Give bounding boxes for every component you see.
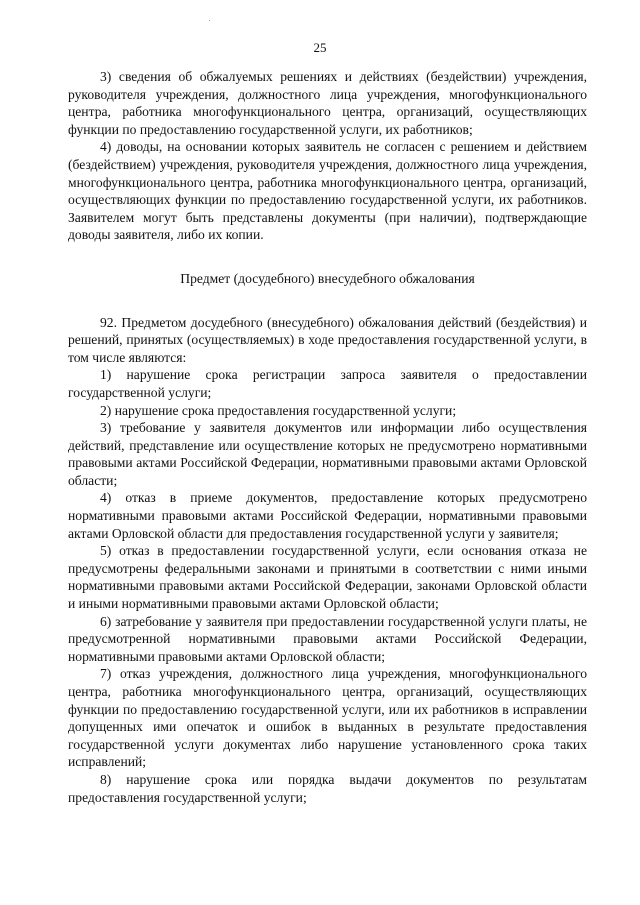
section-heading: Предмет (досудебного) внесудебного обжалования (180, 270, 475, 286)
paragraph-item-4: 4) доводы, на основании которых заявитель не согласен с решением и действием (бездействием) учреждения, руководителя учреждения, должностного лица учреждения, многофункционального центра, работника многофункционального центра, организаций, осуществляющих функции по предоставлению государственной услуги, их работников. Заявителем могут быть представлены документы (при наличии), подтверждающие доводы заявителя, либо их копии. (68, 139, 587, 243)
list-item-4: 4) отказ в приеме документов, предоставление которых предусмотрено нормативными правовыми актами Российской Федерации, нормативными правовыми актами Орловской области для предоставления государственной услуги у заявителя; (68, 490, 587, 541)
paragraph-item-3: 3) сведения об обжалуемых решениях и действиях (бездействии) учреждения, руководителя учреждения, должностного лица учреждения, многофункционального центра, работника многофункционального центра, организаций, осуществляющих функции по предоставлению государственной услуги, их работников; (68, 69, 587, 137)
list-item-3: 3) требование у заявителя документов или информации либо осуществления действий, представление или осуществление которых не предусмотрено нормативными правовыми актами Российской Федерации, нормативными правовыми актами Орловской области; (68, 420, 587, 488)
paragraph-92: 92. Предметом досудебного (внесудебного) обжалования действий (бездействия) и решений, принятых (осуществляемых) в ходе предоставления государственной услуги, в том числе являются: (68, 314, 587, 365)
page-number: 25 (313, 40, 327, 55)
list-item-8: 8) нарушение срока или порядка выдачи документов по результатам предоставления государственной услуги; (68, 771, 587, 805)
list-item-1: 1) нарушение срока регистрации запроса заявителя о предоставлении государственной услуги; (68, 367, 587, 400)
list-item-7: 7) отказ учреждения, должностного лица учреждения, многофункционального центра, работника многофункционального центра, организаций, осуществляющих функции по предоставлению государственной услуги, или их работников в исправлении допущенных ими опечаток и ошибок в выданных в результате предоставления государственной услуги документах либо нарушение установленного срока таких исправлений; (68, 666, 587, 770)
document-body (68, 68, 587, 806)
list-item-5: 5) отказ в предоставлении государственной услуги, если основания отказа не предусмотрены федеральными законами и принятыми в соответствии с ними иными нормативными правовыми актами Российской Федерации, законами Орловской области и иными нормативными правовыми актами Орловской области; (68, 543, 587, 612)
list-item-2: 2) нарушение срока предоставления государственной услуги; (100, 402, 457, 418)
scan-speck (209, 20, 210, 21)
list-item-6: 6) затребование у заявителя при предоставлении государственной услуги платы, не предусмотренной нормативными правовыми актами Российской Федерации, нормативными правовыми актами Орловской области; (68, 613, 587, 664)
